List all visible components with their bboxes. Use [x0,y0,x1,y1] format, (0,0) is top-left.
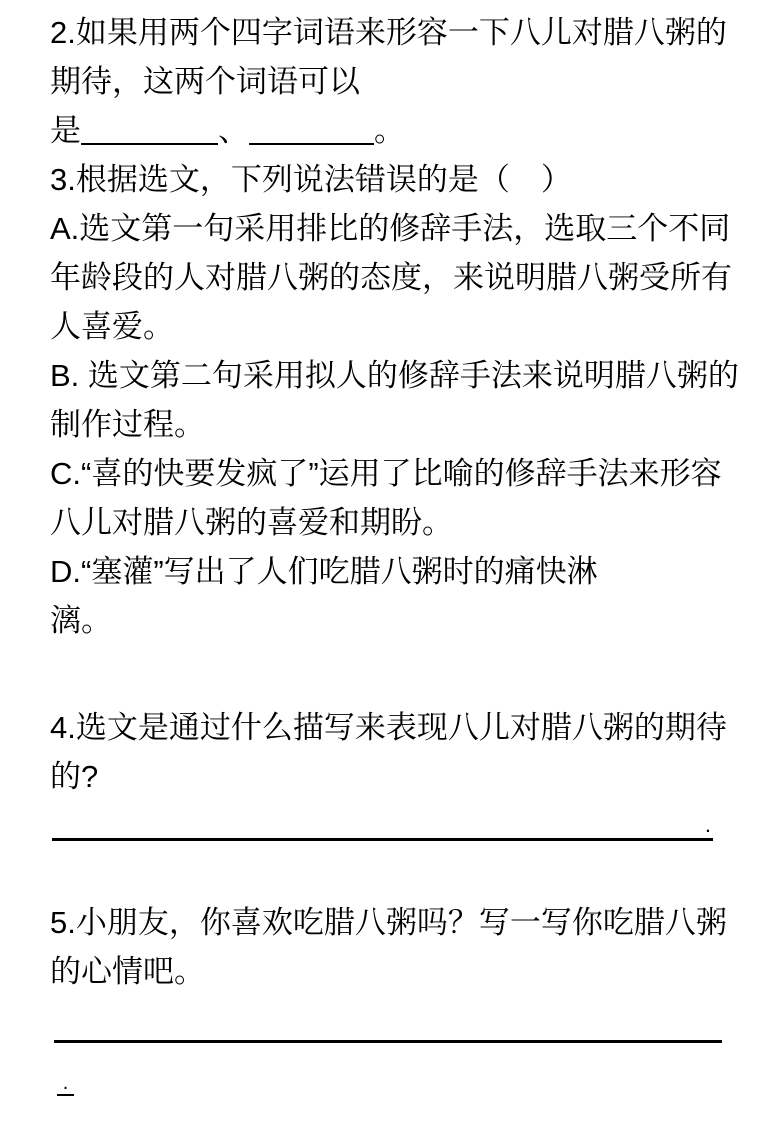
q2-answer-blank-1 [81,113,218,145]
q3-stem: 3.根据选文，下列说法错误的是（ ） [50,162,572,197]
q5-text-line-2: 的心情吧。 [50,954,205,989]
q2-fill-line [50,106,768,155]
q2-text-line-2: 期待，这两个词语可以 [50,64,360,99]
blank-gap-1 [50,645,768,703]
q2-answer-blank-2 [249,113,374,145]
q3-option-c-line-2: 八儿对腊八粥的喜爱和期盼。 [50,505,453,540]
q3-option-b-line-1: B. 选文第二句采用拟人的修辞手法来说明腊八粥的 [50,358,739,393]
q4-text-line-1: 4.选文是通过什么描写来表现八儿对腊八粥的期待 [50,710,727,745]
q3-option-a-line-3: 人喜爱。 [50,309,174,344]
q3-option-a-line-1: A.选文第一句采用排比的修辞手法，选取三个不同 [50,211,731,246]
q4-answer-end-mark: . [704,812,711,837]
q2-fill-suffix: 。 [374,113,405,148]
q2-text-line-1: 2.如果用两个四字词语来形容一下八儿对腊八粥的 [50,15,727,50]
q4-text-line-2: 的? [50,759,99,794]
q5-text-line-1: 5.小朋友，你喜欢吃腊八粥吗？写一写你吃腊八粥 [50,905,727,940]
blank-gap-2 [50,841,768,898]
q4-answer-line [52,812,713,841]
q2-fill-separator: 、 [218,113,249,148]
q5-footer-row [50,1069,768,1093]
q5-answer-line [54,1040,722,1043]
q2-fill-prefix: 是 [50,113,81,148]
q5-answer-end-mark: . [57,1074,74,1096]
q3-option-a-line-2: 年龄段的人对腊八粥的态度，来说明腊八粥受所有 [50,260,732,295]
q3-option-d-line-2: 漓。 [50,603,112,638]
q3-option-d-line-1: D.“塞灌”写出了人们吃腊八粥时的痛快淋 [50,554,598,589]
q3-option-c-line-1: C.“喜的快要发疯了”运用了比喻的修辞手法来形容 [50,456,722,491]
q3-option-b-line-2: 制作过程。 [50,407,205,442]
